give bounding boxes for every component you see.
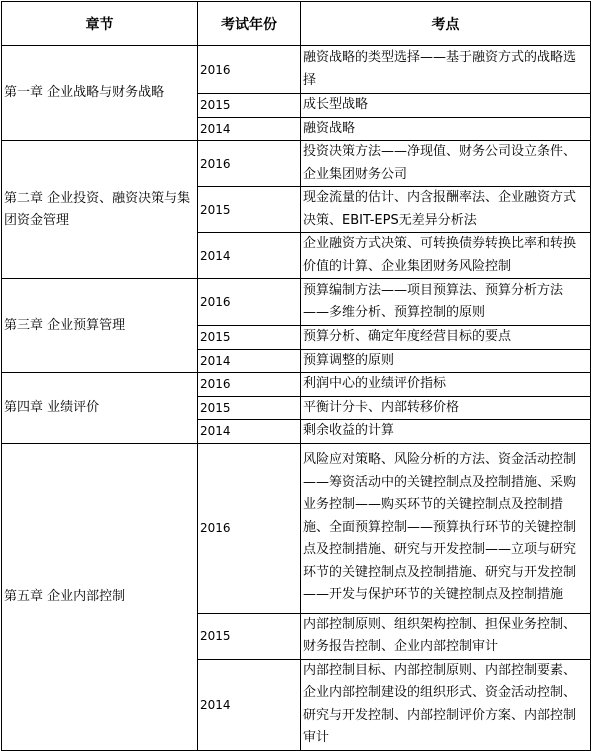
header-year: 考试年份 <box>198 2 301 46</box>
exam-year-cell: 2014 <box>198 233 301 279</box>
exam-point-cell: 内部控制目标、内部控制原则、内部控制要素、企业内部控制建设的组织形式、资金活动控制、研究与开发控制、内部控制评价方案、内部控制审计 <box>301 659 591 750</box>
table-row <box>2 373 591 397</box>
exam-year-cell: 2015 <box>198 187 301 233</box>
exam-point-cell: 预算编制方法——项目预算法、预算分析方法——多维分析、预算控制的原则 <box>301 279 591 326</box>
exam-year-cell: 2014 <box>198 659 301 750</box>
exam-point-cell: 剩余收益的计算 <box>301 420 591 444</box>
header-row <box>2 2 591 46</box>
exam-points-table <box>1 1 591 751</box>
chapter-name-cell: 第三章 企业预算管理 <box>2 279 198 373</box>
table-row <box>2 46 591 94</box>
exam-point-cell: 融资战略的类型选择——基于融资方式的战略选择 <box>301 46 591 94</box>
table-row <box>2 279 591 326</box>
exam-year-cell: 2014 <box>198 117 301 141</box>
exam-point-cell: 现金流量的估计、内含报酬率法、企业融资方式决策、EBIT-EPS无差异分析法 <box>301 187 591 233</box>
exam-year-cell: 2016 <box>198 141 301 187</box>
exam-year-cell: 2016 <box>198 46 301 94</box>
chapter-name-cell: 第二章 企业投资、融资决策与集团资金管理 <box>2 141 198 279</box>
exam-point-cell: 融资战略 <box>301 117 591 141</box>
exam-year-cell: 2015 <box>198 613 301 659</box>
exam-point-cell: 成长型战略 <box>301 94 591 118</box>
exam-year-cell: 2014 <box>198 349 301 373</box>
exam-point-cell: 风险应对策略、风险分析的方法、资金活动控制——筹资活动中的关键控制点及控制措施、采购业务控制——购买环节的关键控制点及控制措施、全面预算控制——预算执行环节的关键控制点及控制措施、研究与开发控制——立项与研究环节的关键控制点及控制措施、研究与开发控制——开发与保护环节的关键控制点及控制措施 <box>301 443 591 613</box>
exam-point-cell: 平衡计分卡、内部转移价格 <box>301 396 591 420</box>
table-body <box>2 46 591 751</box>
exam-year-cell: 2016 <box>198 279 301 326</box>
table-row <box>2 443 591 613</box>
chapter-name-cell: 第四章 业绩评价 <box>2 373 198 444</box>
header-point: 考点 <box>301 2 591 46</box>
exam-point-cell: 利润中心的业绩评价指标 <box>301 373 591 397</box>
exam-point-cell: 预算调整的原则 <box>301 349 591 373</box>
chapter-name-cell: 第五章 企业内部控制 <box>2 443 198 750</box>
exam-year-cell: 2015 <box>198 396 301 420</box>
exam-point-cell: 内部控制原则、组织架构控制、担保业务控制、财务报告控制、企业内部控制审计 <box>301 613 591 659</box>
exam-point-cell: 投资决策方法——净现值、财务公司设立条件、企业集团财务公司 <box>301 141 591 187</box>
exam-year-cell: 2016 <box>198 373 301 397</box>
exam-point-cell: 预算分析、确定年度经营目标的要点 <box>301 326 591 350</box>
exam-year-cell: 2014 <box>198 420 301 444</box>
header-chapter: 章节 <box>2 2 198 46</box>
chapter-name-cell: 第一章 企业战略与财务战略 <box>2 46 198 141</box>
exam-year-cell: 2015 <box>198 94 301 118</box>
table-row <box>2 141 591 187</box>
exam-year-cell: 2016 <box>198 443 301 613</box>
exam-point-cell: 企业融资方式决策、可转换债券转换比率和转换价值的计算、企业集团财务风险控制 <box>301 233 591 279</box>
exam-year-cell: 2015 <box>198 326 301 350</box>
